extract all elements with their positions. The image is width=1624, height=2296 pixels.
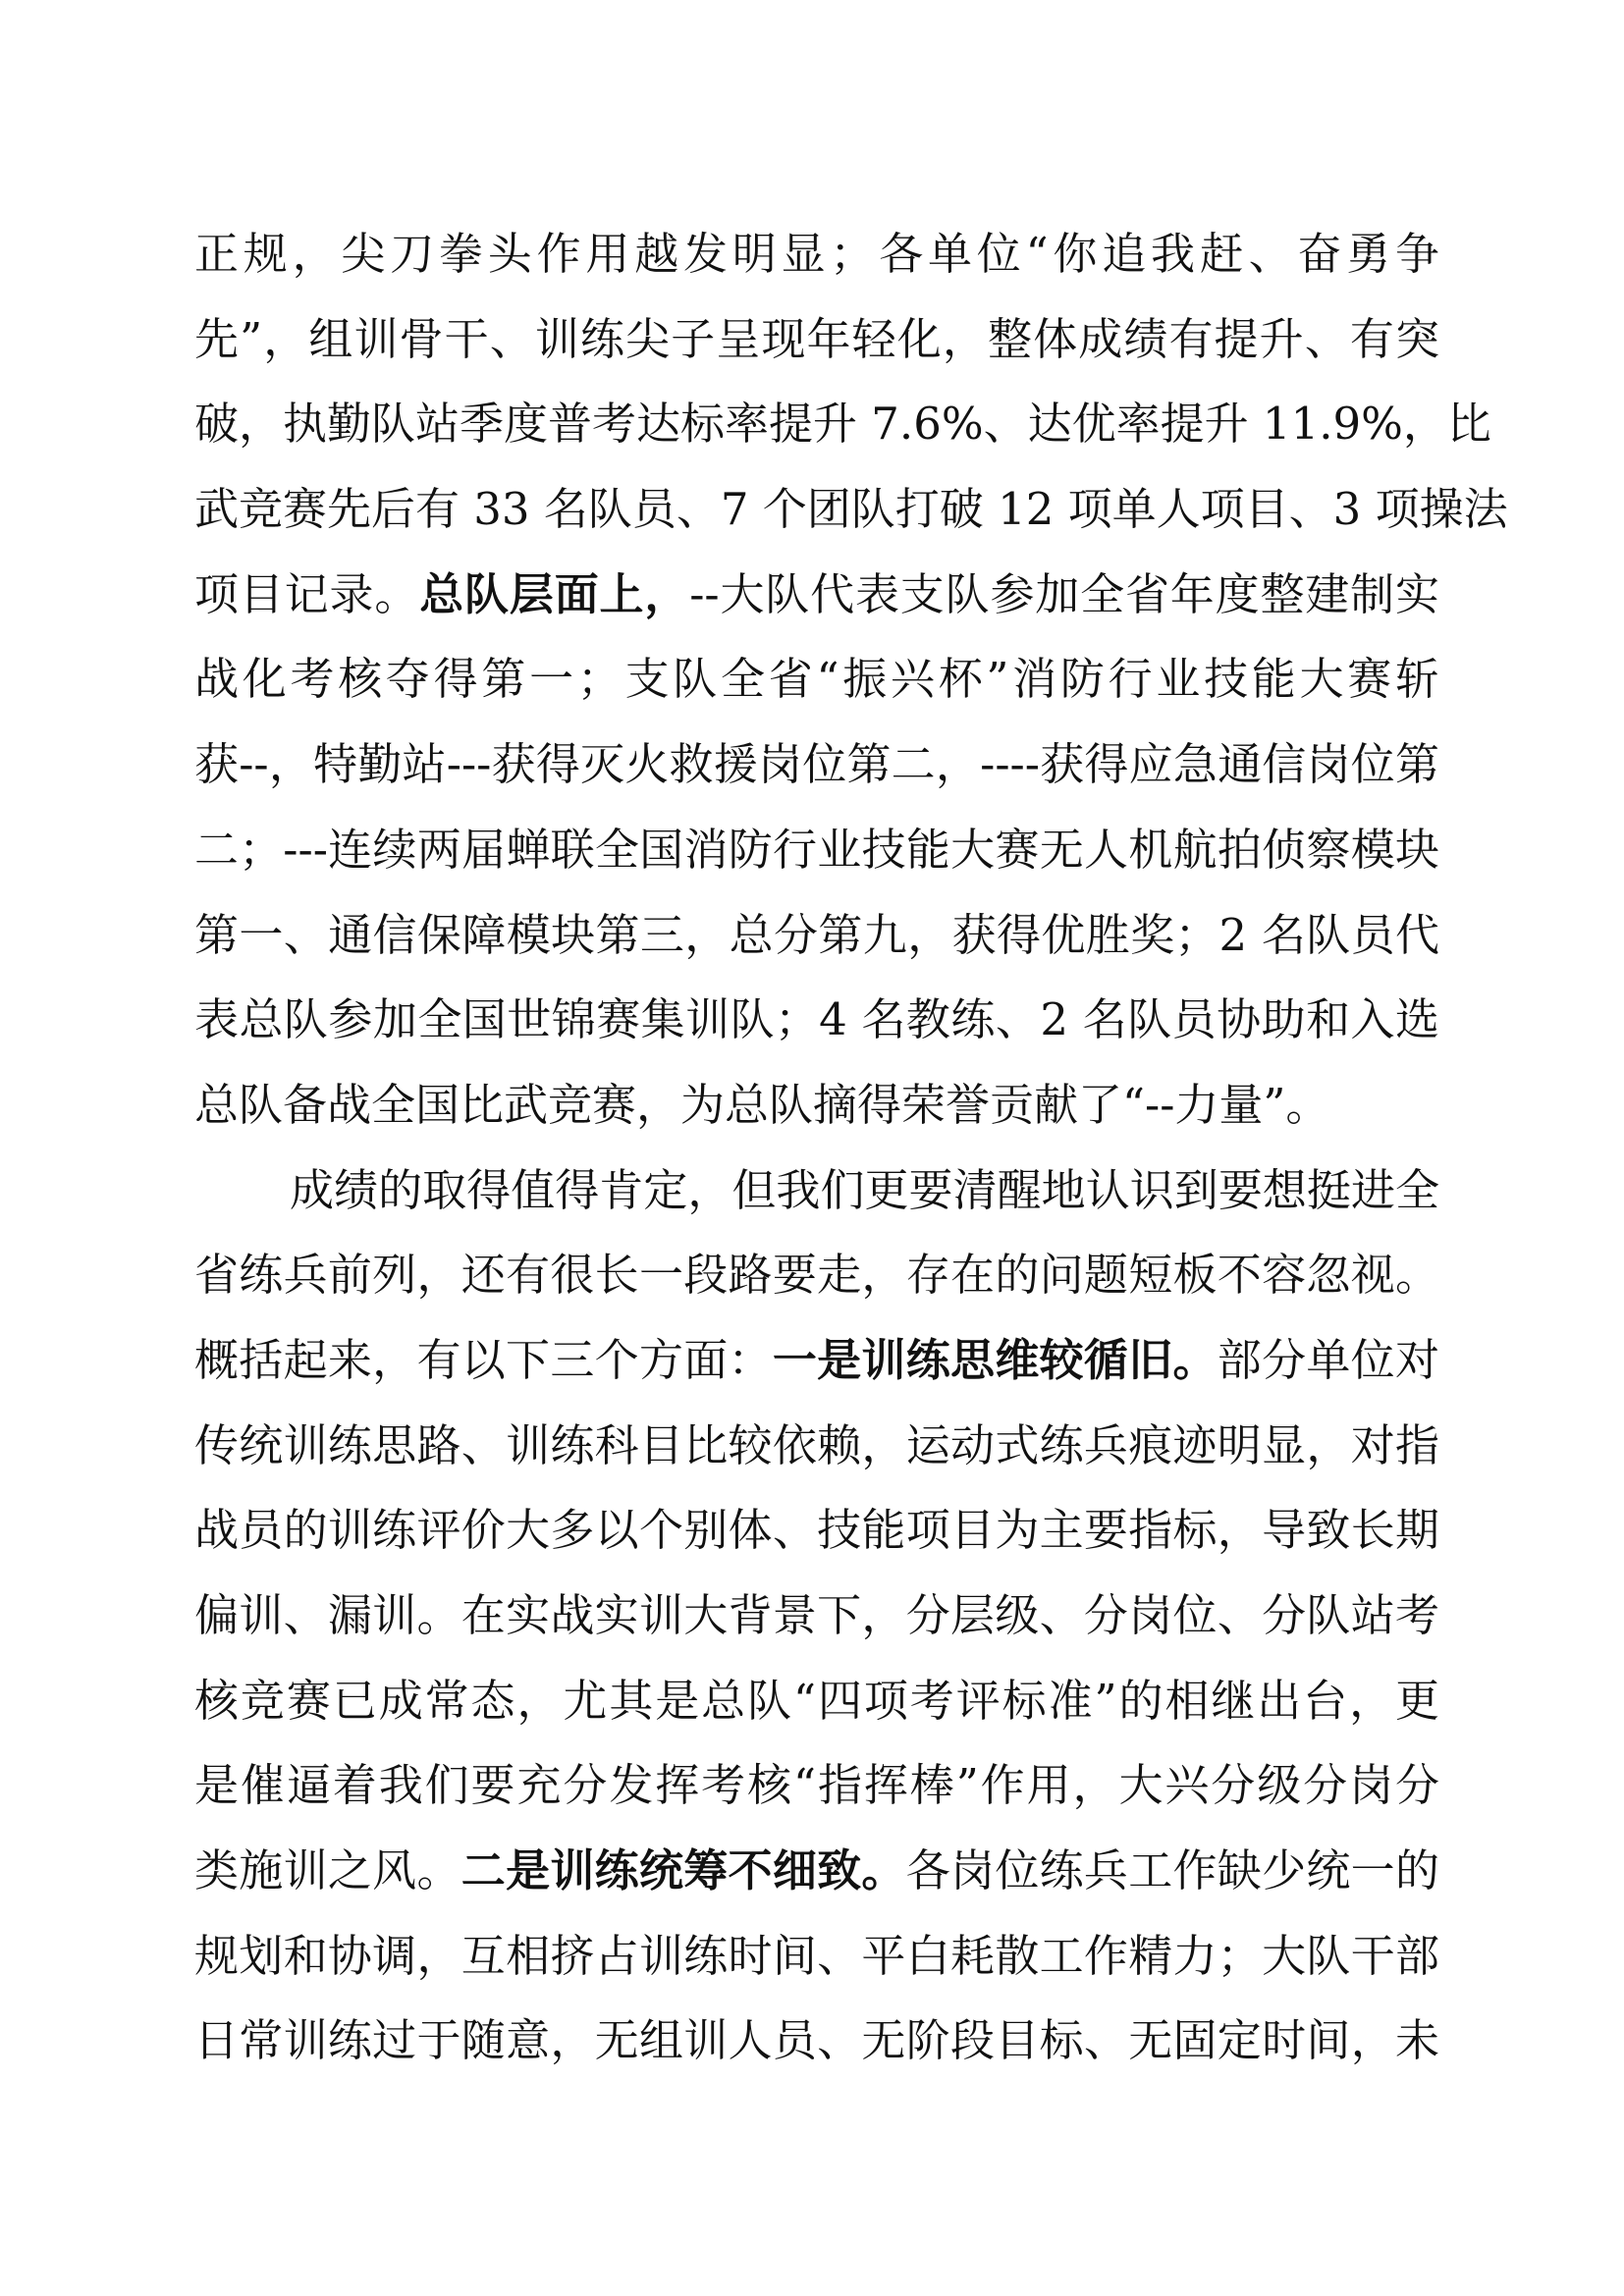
bold-heading-text: 总队层面上，	[419, 567, 690, 620]
text-line	[194, 1148, 1439, 1234]
body-text: 偏训、漏训。在实战实训大背景下，分层级、分岗位、分队站考	[194, 1589, 1439, 1641]
body-text: 各岗位练兵工作缺少统一的	[905, 1844, 1439, 1897]
text-line	[194, 978, 1439, 1063]
body-text: 获--，特勤站---获得灭火救援岗位第二，----获得应急通信岗位第	[194, 738, 1439, 791]
text-line	[194, 1574, 1439, 1659]
text-line	[194, 382, 1491, 467]
text-line	[194, 808, 1439, 893]
body-text: 先”，组训骨干、训练尖子呈现年轻化，整体成绩有提升、有突	[194, 312, 1439, 365]
body-text: --大队代表支队参加全省年度整建制实	[689, 567, 1439, 620]
text-line	[194, 722, 1439, 808]
text-line	[194, 893, 1439, 979]
body-text: 成绩的取得值得肯定，但我们更要清醒地认识到要想挺进全	[290, 1163, 1439, 1216]
document-body	[194, 212, 1508, 2084]
body-text: 日常训练过于随意，无组训人员、无阶段目标、无固定时间，未	[194, 2014, 1439, 2067]
body-text: 破，执勤队站季度普考达标率提升 7.6%、达优率提升 11.9%，比	[194, 398, 1491, 451]
text-line	[194, 637, 1439, 722]
text-line	[194, 1999, 1439, 2084]
text-line	[194, 1659, 1439, 1744]
body-text: 规划和协调，互相挤占训练时间、平白耗散工作精力；大队干部	[194, 1929, 1439, 1982]
text-line	[194, 1743, 1439, 1829]
body-text: 类施训之风。	[194, 1844, 461, 1897]
text-line	[194, 1233, 1439, 1318]
body-text: 总队备战全国比武竞赛，为总队摘得荣誉贡献了“--力量”。	[194, 1078, 1330, 1131]
text-line	[194, 212, 1439, 297]
body-text: 第一、通信保障模块第三，总分第九，获得优胜奖；2 名队员代	[194, 908, 1439, 961]
bold-heading-text: 一是训练思维较循旧。	[772, 1333, 1218, 1386]
body-text: 武竞赛先后有 33 名队员、7 个团队打破 12 项单人项目、3 项操法	[194, 483, 1508, 536]
body-text: 二；---连续两届蝉联全国消防行业技能大赛无人机航拍侦察模块	[194, 823, 1439, 876]
text-line	[194, 1404, 1439, 1489]
body-text: 是催逼着我们要充分发挥考核“指挥棒”作用，大兴分级分岗分	[194, 1759, 1439, 1812]
body-text: 正规，尖刀拳头作用越发明显；各单位“你追我赶、奋勇争	[194, 228, 1439, 280]
body-text: 传统训练思路、训练科目比较依赖，运动式练兵痕迹明显，对指	[194, 1418, 1439, 1471]
body-text: 概括起来，有以下三个方面：	[194, 1333, 773, 1386]
body-text: 战员的训练评价大多以个别体、技能项目为主要指标，导致长期	[194, 1504, 1439, 1557]
text-line	[194, 1488, 1439, 1574]
body-text: 战化考核夺得第一；支队全省“振兴杯”消防行业技能大赛斩	[194, 653, 1439, 706]
text-line	[194, 553, 1439, 638]
body-text: 表总队参加全国世锦赛集训队；4 名教练、2 名队员协助和入选	[194, 993, 1439, 1046]
text-line	[194, 467, 1508, 553]
body-text: 核竞赛已成常态，尤其是总队“四项考评标准”的相继出台，更	[194, 1674, 1439, 1727]
bold-heading-text: 二是训练统筹不细致。	[460, 1844, 906, 1897]
text-line	[194, 1914, 1439, 2000]
body-text: 部分单位对	[1217, 1333, 1439, 1386]
body-text: 省练兵前列，还有很长一段路要走，存在的问题短板不容忽视。	[194, 1249, 1439, 1302]
body-text: 项目记录。	[194, 567, 420, 620]
text-line	[194, 1318, 1439, 1404]
text-line	[194, 1829, 1439, 1914]
text-line	[194, 297, 1439, 383]
text-line	[194, 1063, 1439, 1148]
